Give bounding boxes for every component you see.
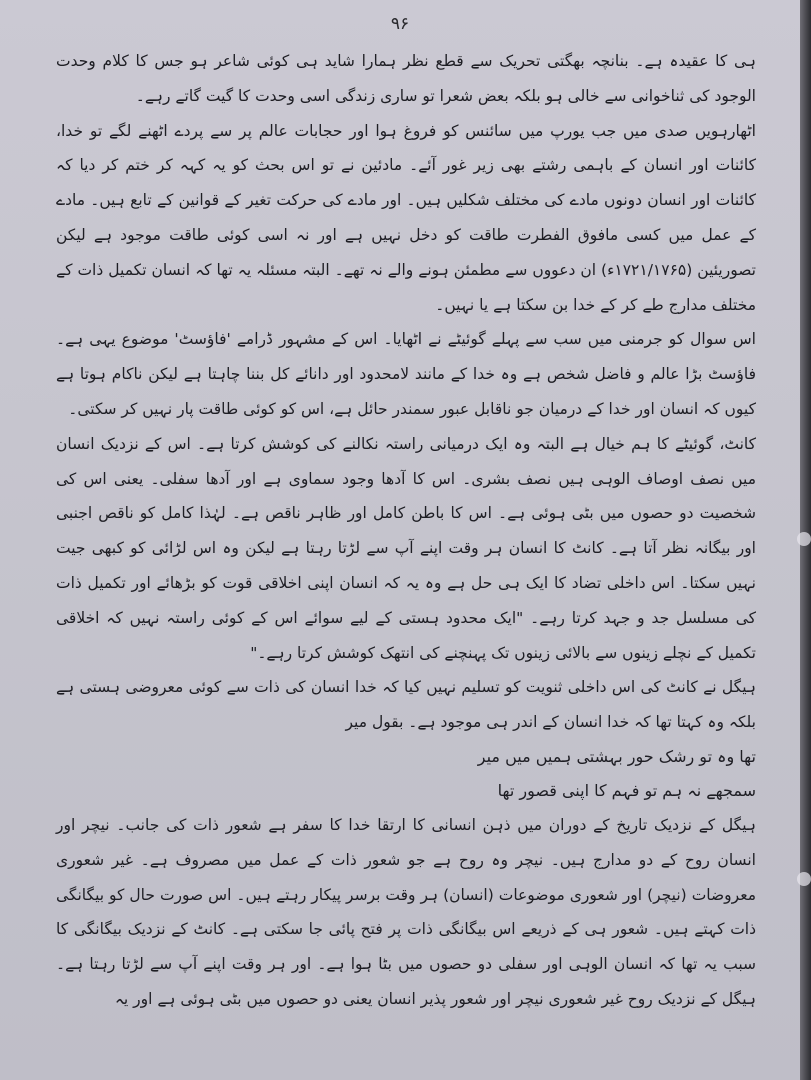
paragraph-3: اس سوال کو جرمنی میں سب سے پہلے گوئیٹے نے اٹھایا۔ اس کے مشہور ڈرامے 'فاؤسٹ' موضوع یہی ہے۔ فاؤسٹ بڑا عالم و فاضل شخص ہے وہ خدا کے مانند لامحدود اور دانائے کل بننا چاہتا ہے لیکن ناکام ہوتا ہے کیوں کہ انسان اور خدا کے درمیان جو ناقابل عبور سمندر حائل ہے، اس کو کوئی طاقت پار نہیں کر سکتی۔ bbox=[56, 330, 756, 418]
binding-hole bbox=[797, 872, 811, 886]
paragraph-5: ہیگل نے کانٹ کی اس داخلی ثنویت کو تسلیم نہیں کیا کہ خدا انسان کی ذات سے کوئی معروضی ہستی ہے بلکہ وہ کہتا تھا کہ خدا انسان کے اندر ہی موجود ہے۔ بقول میر bbox=[56, 678, 756, 732]
paragraph-2: اٹھارہویں صدی میں جب یورپ میں سائنس کو فروغ ہوا اور حجابات عالم پر سے پردے اٹھنے لگے تو خدا، کائنات اور انسان کے باہمی رشتے بھی زیر غور آئے۔ مادئین نے تو اس بحث کو یہ کہہ کر ختم کر دیا کہ کائنات اور انسان دونوں مادے کی مختلف شکلیں ہیں۔ اور مادے کی حرکت تغیر کے قوانین کے تابع ہیں۔ مادے کے عمل میں کسی مافوق الفطرت طاقت کو دخل نہیں ہے اور نہ اسی کوئی طاقت موجود ہے لیکن تصوریئین (۱۷۲۱/۱۷۶۵ء) ان دعووں سے مطمئن ہونے والے نہ تھے۔ البتہ مسئلہ یہ تھا کہ انسان تکمیل ذات کے مختلف مدارج طے کر کے خدا بن سکتا ہے یا نہیں۔ bbox=[56, 121, 756, 314]
verse-line-2: سمجھے نہ ہم تو فہم کا اپنی قصور تھا bbox=[497, 780, 756, 800]
page-number: ۹۶ bbox=[390, 14, 410, 34]
binding-hole bbox=[797, 532, 811, 546]
verse-line-1: تھا وہ تو رشک حور بہشتی ہمیں میں میر bbox=[477, 746, 756, 766]
page-body bbox=[56, 44, 756, 1017]
paragraph-4: کانٹ، گوئیٹے کا ہم خیال ہے البتہ وہ ایک درمیانی راستہ نکالنے کی کوشش کرتا ہے۔ اس کے نزدیک انسان میں نصف اوصاف الوہی ہیں نصف بشری۔ اس کا آدھا وجود سماوی ہے اور آدھا سفلی۔ یعنی اس کی شخصیت دو حصوں میں بٹی ہوئی ہے۔ اس کا باطن کامل اور ظاہر ناقص ہے۔ لہٰذا کامل کو ناقص اجنبی اور بیگانہ نظر آتا ہے۔ کانٹ کا انسان ہر وقت اپنے آپ سے لڑتا رہتا ہے لیکن وہ اس لڑائی کو کبھی جیت نہیں سکتا۔ اس داخلی تضاد کا ایک ہی حل ہے وہ یہ کہ انسان اپنی اخلاقی قوت کو بڑھائے اور تکمیل ذات کی مسلسل جد و جہد کرتا رہے۔ "ایک محدود ہستی کے لیے سوائے اس کے کوئی راستہ نہیں کہ اخلاقی تکمیل کے نچلے زینوں سے بالائی زینوں تک پہنچنے کی انتھک کوشش کرتا رہے۔" bbox=[56, 434, 756, 662]
paragraph-6: ہیگل کے نزدیک تاریخ کے دوران میں ذہن انسانی کا ارتقا خدا کا سفر ہے شعور ذات کی جانب۔ نیچر اور انسان روح کے دو مدارج ہیں۔ نیچر وہ روح ہے جو شعور ذات کے عمل میں مصروف ہے۔ غیر شعوری معروضات (نیچر) اور شعوری موضوعات (انسان) ہر وقت برسر پیکار رہتے ہیں۔ اس صورت حال کو بیگانگی ذات کہتے ہیں۔ شعور ہی کے ذریعے اس بیگانگی ذات پر فتح پائی جا سکتی ہے۔ کانٹ کے نزدیک بیگانگی کا سبب یہ تھا کہ انسان الوہی اور سفلی دو حصوں میں بٹا ہوا ہے۔ اور ہر وقت اپنے آپ سے لڑتا رہتا ہے۔ ہیگل کے نزدیک روح غیر شعوری نیچر اور شعور پذیر انسان یعنی دو حصوں میں بٹی ہوئی ہے اور یہ bbox=[56, 815, 756, 1008]
paragraph-1: ہی کا عقیدہ ہے۔ بنانچہ بھگتی تحریک سے قطع نظر ہمارا شاید ہی کوئی شاعر ہو جس کا کلام وحدت الوجود کی ثناخوانی سے خالی ہو بلکہ بعض شعرا تو ساری زندگی اسی وحدت کا گیت گاتے رہے۔ bbox=[56, 52, 756, 105]
